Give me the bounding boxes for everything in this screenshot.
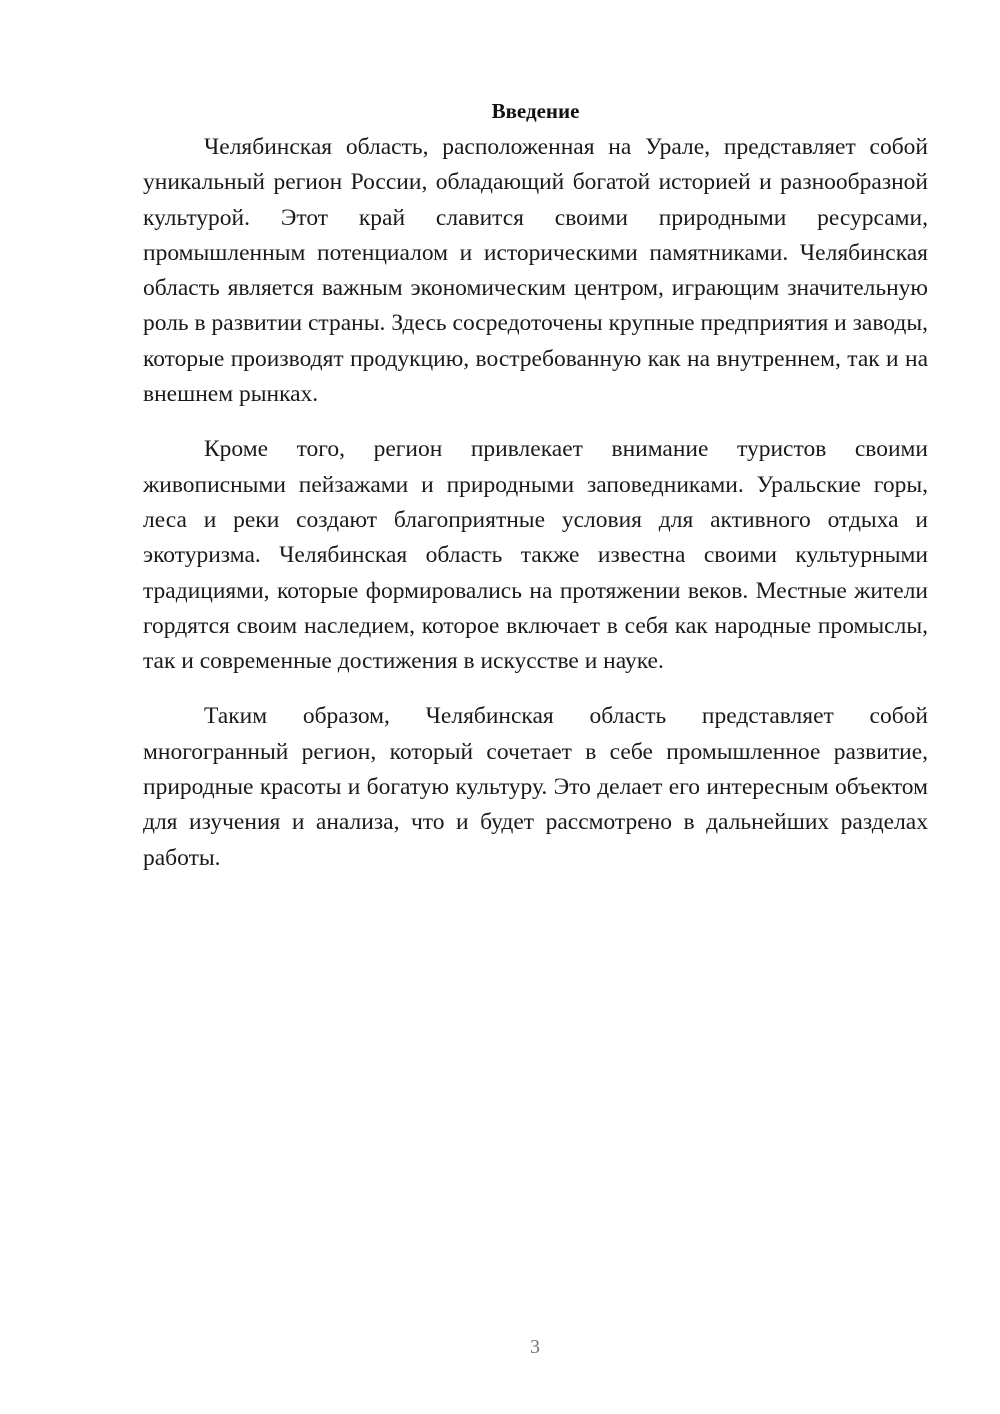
page-content xyxy=(143,96,928,876)
paragraph-3: Таким образом, Челябинская область представляет собой многогранный регион, который сочетает в себе промышленное развитие, природные красоты и богатую культуру. Это делает его интересным объектом для изучения и анализа, что и будет рассмотрено в дальнейших разделах работы. xyxy=(143,703,928,871)
page-number: 3 xyxy=(530,1336,540,1358)
paragraph-1: Челябинская область, расположенная на Урале, представляет собой уникальный регион России, обладающий богатой историей и разнообразной культурой. Этот край славится своими природными ресурсами, промышленным потенциалом и историческими памятниками. Челябинская область является важным экономическим центром, играющим значительную роль в развитии страны. Здесь сосредоточены крупные предприятия и заводы, которые производят продукцию, востребованную как на внутреннем, так и на внешнем рынках. xyxy=(143,134,928,408)
section-heading: Введение xyxy=(491,99,580,123)
paragraph-2: Кроме того, регион привлекает внимание туристов своими живописными пейзажами и природными заповедниками. Уральские горы, леса и реки создают благоприятные условия для активного отдыха и экотуризма. Челябинская область также известна своими культурными традициями, которые формировались на протяжении веков. Местные жители гордятся своим наследием, которое включает в себя как народные промыслы, так и современные достижения в искусстве и науке. xyxy=(143,436,928,675)
